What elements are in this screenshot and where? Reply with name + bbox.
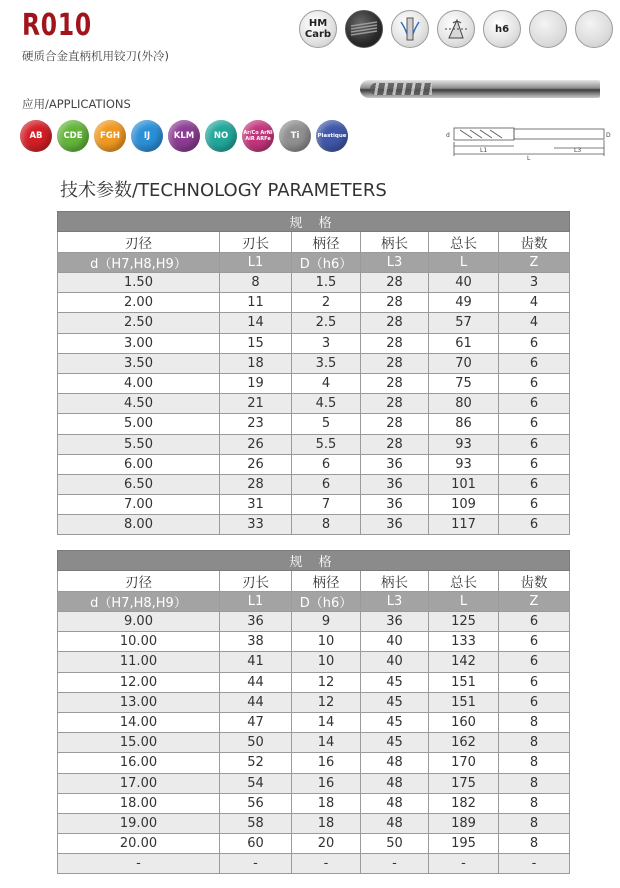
table-cell: 8 <box>499 733 570 753</box>
external-coolant-icon <box>391 10 429 48</box>
table-cell: 28 <box>361 353 429 373</box>
shank-tolerance-icon: h6 <box>483 10 521 48</box>
table-cell: 12 <box>292 672 361 692</box>
table-cell: 9 <box>292 612 361 632</box>
symbol-header-row <box>58 592 570 612</box>
table-cell: 6 <box>499 434 570 454</box>
table-cell: 17.00 <box>58 773 220 793</box>
table-cell: 40 <box>361 632 429 652</box>
table-row <box>58 293 570 313</box>
table-cell: 18 <box>292 813 361 833</box>
dim-label-D: D <box>606 132 611 139</box>
table-cell: 6 <box>499 495 570 515</box>
table-cell: 8 <box>499 753 570 773</box>
table-cell: 142 <box>429 652 499 672</box>
table-row <box>58 692 570 712</box>
spec-header: 规 格 <box>58 551 570 571</box>
col-header: 齿数 <box>499 232 570 253</box>
table-cell: - <box>429 854 499 874</box>
app-badge-fgh: FGH <box>94 120 126 152</box>
table-cell: 15 <box>220 333 292 353</box>
table-row <box>58 414 570 434</box>
table-cell: 12 <box>292 692 361 712</box>
table-cell: 8 <box>220 273 292 293</box>
table-cell: 50 <box>361 834 429 854</box>
table-cell: 2.50 <box>58 313 220 333</box>
table-cell: - <box>499 854 570 874</box>
table-cell: 4 <box>499 313 570 333</box>
table-cell: 48 <box>361 753 429 773</box>
table-cell: 14 <box>292 733 361 753</box>
col-header: 柄长 <box>361 571 429 592</box>
table-cell: 11 <box>220 293 292 313</box>
column-header-row <box>58 571 570 592</box>
table-cell: 13.00 <box>58 692 220 712</box>
app-badge-plastique: Plastique <box>316 120 348 152</box>
col-header: 柄径 <box>292 232 361 253</box>
table-cell: 8 <box>292 515 361 535</box>
table-cell: 6.50 <box>58 474 220 494</box>
table-cell: 57 <box>429 313 499 333</box>
table-cell: 23 <box>220 414 292 434</box>
table-cell: 36 <box>220 612 292 632</box>
table-cell: 45 <box>361 733 429 753</box>
col-symbol: D（h6） <box>292 253 361 273</box>
table-cell: 8 <box>499 834 570 854</box>
table-cell: 170 <box>429 753 499 773</box>
table-cell: 5 <box>292 414 361 434</box>
table-row <box>58 313 570 333</box>
product-code: R010 <box>22 8 92 43</box>
hm-carb-badge: HM Carb <box>299 10 337 48</box>
col-header: 柄长 <box>361 232 429 253</box>
table-cell: 26 <box>220 454 292 474</box>
table-cell: 20.00 <box>58 834 220 854</box>
table-cell: 26 <box>220 434 292 454</box>
table-cell: 4.5 <box>292 394 361 414</box>
table-cell: 28 <box>361 293 429 313</box>
table-cell: 125 <box>429 612 499 632</box>
table-row <box>58 733 570 753</box>
table-cell: - <box>361 854 429 874</box>
table-cell: 6 <box>499 353 570 373</box>
table-cell: 21 <box>220 394 292 414</box>
table-cell: 1.50 <box>58 273 220 293</box>
col-symbol: Z <box>499 253 570 273</box>
table-row <box>58 813 570 833</box>
table-cell: 189 <box>429 813 499 833</box>
dim-label-L3: L3 <box>574 147 582 154</box>
table-cell: 3.5 <box>292 353 361 373</box>
table-cell: 80 <box>429 394 499 414</box>
table-cell: 4.00 <box>58 373 220 393</box>
table-cell: 8 <box>499 712 570 732</box>
table-row <box>58 515 570 535</box>
table-row <box>58 394 570 414</box>
table-cell: 5.50 <box>58 434 220 454</box>
col-symbol: Z <box>499 592 570 612</box>
col-header: 刃径 <box>58 232 220 253</box>
table-row <box>58 652 570 672</box>
table-cell: 18 <box>220 353 292 373</box>
table-cell: 28 <box>361 333 429 353</box>
table-cell: 133 <box>429 632 499 652</box>
section-title: 技术参数/TECHNOLOGY PARAMETERS <box>60 180 387 201</box>
table-row <box>58 333 570 353</box>
col-symbol: L <box>429 253 499 273</box>
table-cell: 4 <box>292 373 361 393</box>
table-cell: 45 <box>361 692 429 712</box>
table-cell: 50 <box>220 733 292 753</box>
table-cell: 6 <box>292 474 361 494</box>
table-row <box>58 672 570 692</box>
table-cell: 14 <box>292 712 361 732</box>
table-cell: 8 <box>499 813 570 833</box>
table-cell: 11.00 <box>58 652 220 672</box>
table-cell: 6 <box>499 672 570 692</box>
rake-angle-icon <box>437 10 475 48</box>
table-cell: 45 <box>361 672 429 692</box>
table-cell: 52 <box>220 753 292 773</box>
app-badge-cde: CDE <box>57 120 89 152</box>
table-cell: 58 <box>220 813 292 833</box>
table-cell: 28 <box>220 474 292 494</box>
table-row <box>58 854 570 874</box>
table-cell: 75 <box>429 373 499 393</box>
table-cell: 60 <box>220 834 292 854</box>
table-cell: 195 <box>429 834 499 854</box>
app-badge-alloys: Ar/Co ArNi AiR ARFe <box>242 120 274 152</box>
table-cell: 6 <box>499 652 570 672</box>
col-header: 刃径 <box>58 571 220 592</box>
parameters-table-2 <box>57 550 570 874</box>
col-symbol: L3 <box>361 592 429 612</box>
table-cell: 20 <box>292 834 361 854</box>
table-cell: 6 <box>499 454 570 474</box>
dim-label-L1: L1 <box>480 147 488 154</box>
table-cell: 3 <box>292 333 361 353</box>
table-cell: 5.00 <box>58 414 220 434</box>
table-row <box>58 434 570 454</box>
table-row <box>58 834 570 854</box>
table-cell: 182 <box>429 793 499 813</box>
table-cell: 15.00 <box>58 733 220 753</box>
table-cell: 40 <box>361 652 429 672</box>
table-cell: 14 <box>220 313 292 333</box>
app-badge-ab: AB <box>20 120 52 152</box>
table-cell: 6 <box>499 474 570 494</box>
table-cell: 151 <box>429 672 499 692</box>
table-cell: 28 <box>361 313 429 333</box>
table-cell: 16.00 <box>58 753 220 773</box>
blank-badge <box>529 10 567 48</box>
table-cell: 16 <box>292 773 361 793</box>
table-cell: 6.00 <box>58 454 220 474</box>
table-cell: 109 <box>429 495 499 515</box>
table-cell: 28 <box>361 414 429 434</box>
table-cell: 117 <box>429 515 499 535</box>
table-cell: 12.00 <box>58 672 220 692</box>
table-cell: 28 <box>361 273 429 293</box>
app-badge-no: NO <box>205 120 237 152</box>
table-cell: 16 <box>292 753 361 773</box>
table-row <box>58 712 570 732</box>
table-row <box>58 495 570 515</box>
table-cell: 7.00 <box>58 495 220 515</box>
table-cell: 9.00 <box>58 612 220 632</box>
table-cell: - <box>292 854 361 874</box>
table-cell: 44 <box>220 672 292 692</box>
table-cell: 160 <box>429 712 499 732</box>
column-header-row <box>58 232 570 253</box>
table-cell: 48 <box>361 773 429 793</box>
table-cell: 8 <box>499 773 570 793</box>
table-row <box>58 632 570 652</box>
table-cell: 3.00 <box>58 333 220 353</box>
table-cell: 1.5 <box>292 273 361 293</box>
app-badge-ti: Ti <box>279 120 311 152</box>
dim-label-d: d <box>446 132 450 139</box>
col-header: 总长 <box>429 571 499 592</box>
table-cell: 6 <box>499 394 570 414</box>
table-cell: 4 <box>499 293 570 313</box>
table-cell: 8.00 <box>58 515 220 535</box>
table-cell: - <box>58 854 220 874</box>
col-header: 刃长 <box>220 232 292 253</box>
table-row <box>58 273 570 293</box>
table-row <box>58 793 570 813</box>
table-cell: 70 <box>429 353 499 373</box>
col-header: 总长 <box>429 232 499 253</box>
table-cell: 93 <box>429 454 499 474</box>
table-cell: 36 <box>361 495 429 515</box>
table-cell: 3 <box>499 273 570 293</box>
table-cell: 56 <box>220 793 292 813</box>
application-badges <box>20 120 348 152</box>
table-row <box>58 612 570 632</box>
table-cell: 38 <box>220 632 292 652</box>
table-cell: 6 <box>499 515 570 535</box>
table-cell: 31 <box>220 495 292 515</box>
applications-label: 应用/APPLICATIONS <box>22 97 131 111</box>
reamer-product-image <box>360 80 600 98</box>
table-cell: 28 <box>361 434 429 454</box>
table-cell: 40 <box>429 273 499 293</box>
table-row <box>58 373 570 393</box>
table-cell: 93 <box>429 434 499 454</box>
table-cell: 54 <box>220 773 292 793</box>
table-cell: 61 <box>429 333 499 353</box>
table-cell: 48 <box>361 793 429 813</box>
table-row <box>58 773 570 793</box>
table-cell: 33 <box>220 515 292 535</box>
table-cell: 5.5 <box>292 434 361 454</box>
symbol-header-row <box>58 253 570 273</box>
table-cell: 101 <box>429 474 499 494</box>
col-symbol: L <box>429 592 499 612</box>
col-symbol: D（h6） <box>292 592 361 612</box>
table-cell: 19.00 <box>58 813 220 833</box>
table-cell: 48 <box>361 813 429 833</box>
col-header: 刃长 <box>220 571 292 592</box>
table-cell: 6 <box>499 333 570 353</box>
table-cell: 10 <box>292 632 361 652</box>
col-symbol: d（H7,H8,H9） <box>58 592 220 612</box>
table-cell: - <box>220 854 292 874</box>
table-cell: 19 <box>220 373 292 393</box>
table-row <box>58 454 570 474</box>
table-cell: 8 <box>499 793 570 813</box>
table-cell: 4.50 <box>58 394 220 414</box>
table-cell: 6 <box>499 632 570 652</box>
table-cell: 7 <box>292 495 361 515</box>
table-cell: 6 <box>499 612 570 632</box>
table-cell: 162 <box>429 733 499 753</box>
table-cell: 6 <box>292 454 361 474</box>
table-cell: 49 <box>429 293 499 313</box>
parameters-table-1 <box>57 211 570 535</box>
table-cell: 47 <box>220 712 292 732</box>
table-cell: 28 <box>361 373 429 393</box>
col-symbol: L1 <box>220 253 292 273</box>
table-cell: 2 <box>292 293 361 313</box>
col-symbol: L1 <box>220 592 292 612</box>
table-cell: 28 <box>361 394 429 414</box>
table-cell: 2.00 <box>58 293 220 313</box>
app-badge-klm: KLM <box>168 120 200 152</box>
table-cell: 36 <box>361 612 429 632</box>
table-cell: 151 <box>429 692 499 712</box>
table-row <box>58 474 570 494</box>
col-symbol: d（H7,H8,H9） <box>58 253 220 273</box>
table-row <box>58 753 570 773</box>
app-badge-ij: IJ <box>131 120 163 152</box>
table-cell: 41 <box>220 652 292 672</box>
table-cell: 36 <box>361 454 429 474</box>
col-header: 柄径 <box>292 571 361 592</box>
spec-header: 规 格 <box>58 212 570 232</box>
table-cell: 36 <box>361 515 429 535</box>
table-cell: 18 <box>292 793 361 813</box>
table-cell: 45 <box>361 712 429 732</box>
coating-stripes-icon <box>345 10 383 48</box>
product-subtitle: 硬质合金直柄机用铰刀(外冷) <box>22 49 169 63</box>
dimension-diagram <box>442 122 612 162</box>
col-header: 齿数 <box>499 571 570 592</box>
table-cell: 14.00 <box>58 712 220 732</box>
table-cell: 86 <box>429 414 499 434</box>
blank-badge <box>575 10 613 48</box>
col-symbol: L3 <box>361 253 429 273</box>
table-cell: 6 <box>499 373 570 393</box>
table-row <box>58 353 570 373</box>
table-cell: 44 <box>220 692 292 712</box>
table-cell: 10.00 <box>58 632 220 652</box>
table-cell: 2.5 <box>292 313 361 333</box>
table-cell: 36 <box>361 474 429 494</box>
table-cell: 3.50 <box>58 353 220 373</box>
table-cell: 6 <box>499 414 570 434</box>
table-cell: 175 <box>429 773 499 793</box>
table-cell: 10 <box>292 652 361 672</box>
dim-label-L: L <box>527 155 531 162</box>
feature-badges <box>299 10 613 48</box>
table-cell: 18.00 <box>58 793 220 813</box>
table-cell: 6 <box>499 692 570 712</box>
